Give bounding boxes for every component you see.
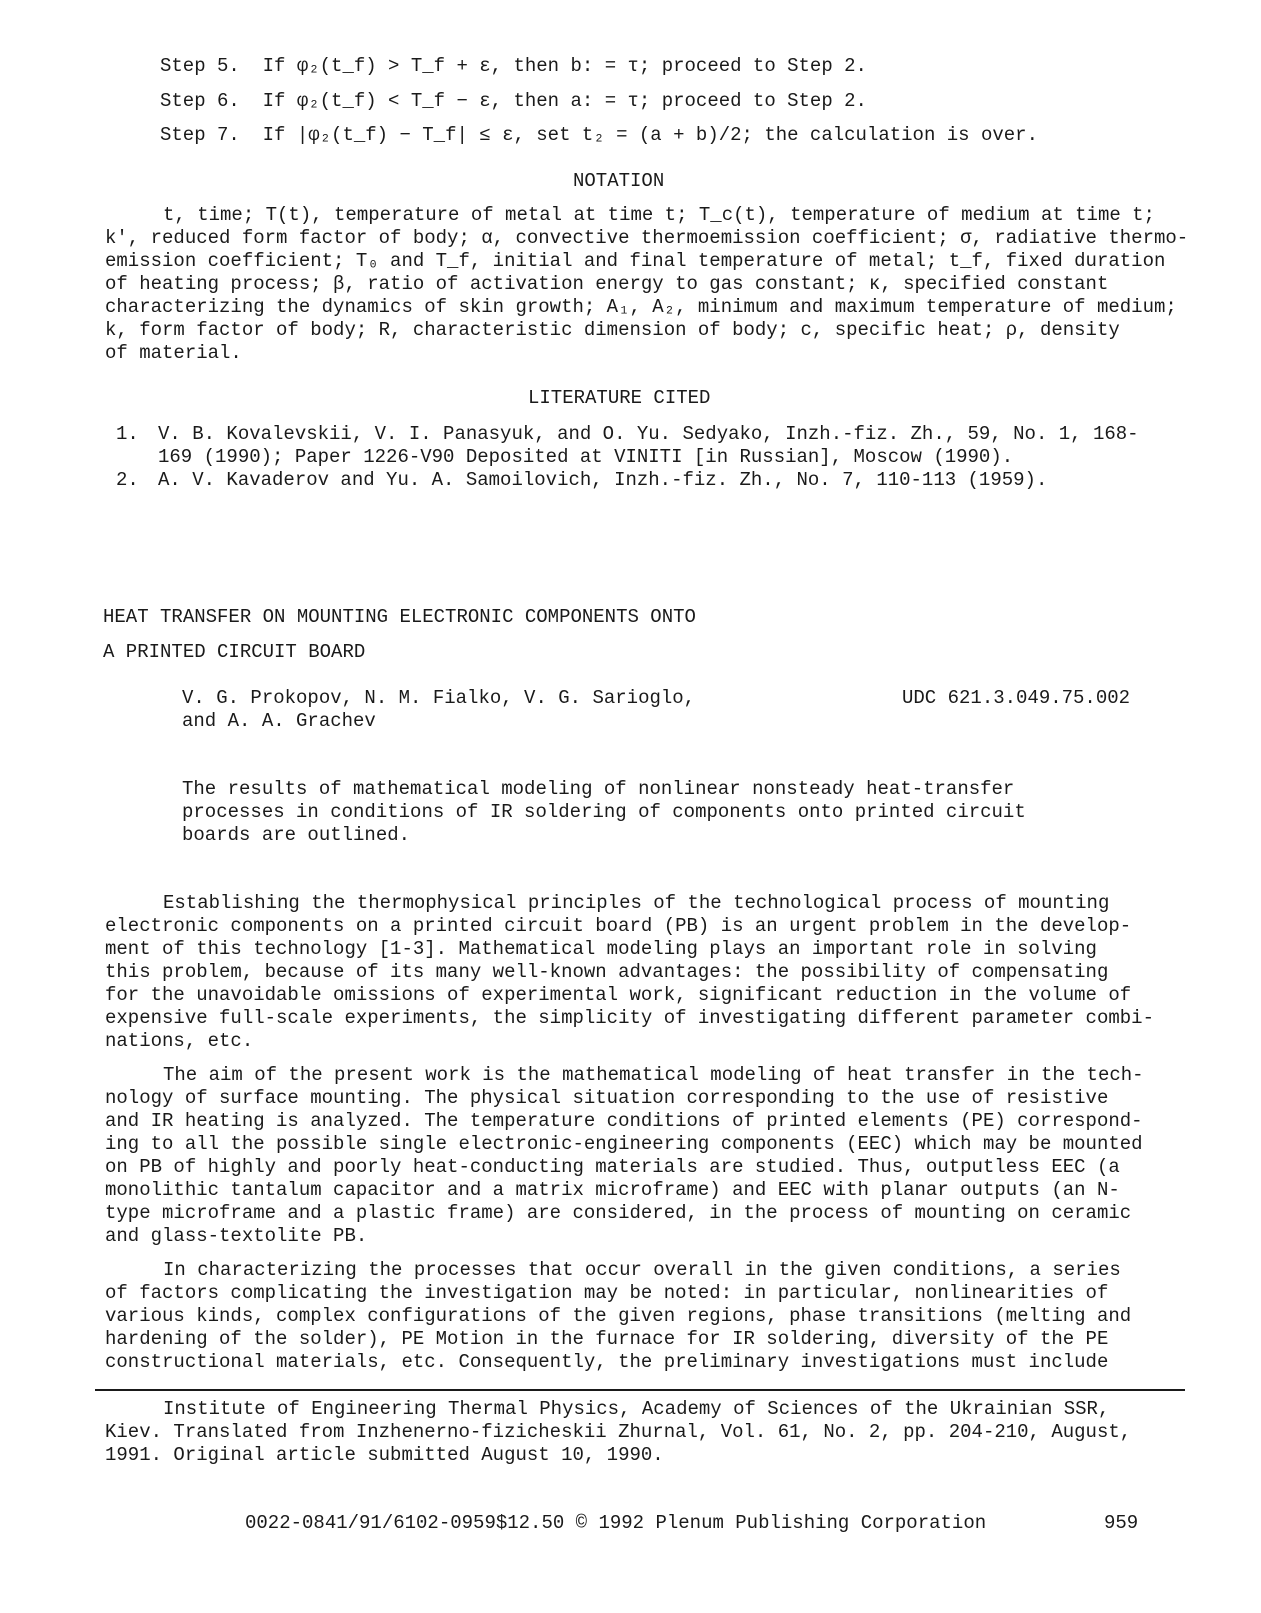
reference-line: A. V. Kavaderov and Yu. A. Samoilovich, Inzh.-fiz. Zh., No. 7, 110-113 (1959). <box>158 469 1048 491</box>
body-line: type microframe and a plastic frame) are considered, in the process of mounting on ceramic <box>105 1202 1132 1224</box>
body-paragraph-1 <box>105 892 1185 1053</box>
step-label: Step 5. <box>160 55 240 77</box>
abstract-line: The results of mathematical modeling of nonlinear nonsteady heat-transfer <box>182 778 1015 800</box>
notation-line: emission coefficient; T₀ and T_f, initial and final temperature of metal; t_f, fixed duration <box>105 250 1166 272</box>
literature-heading: LITERATURE CITED <box>528 387 711 409</box>
body-line: ment of this technology [1-3]. Mathematical modeling plays an important role in solving <box>105 938 1097 960</box>
authors-line-2: and A. A. Grachev <box>182 710 376 732</box>
notation-line: t, time; T(t), temperature of metal at time t; T_c(t), temperature of medium at time t; <box>163 204 1155 226</box>
body-line: hardening of the solder), PE Motion in the furnace for IR soldering, diversity of the PE <box>105 1328 1109 1350</box>
footnote-line: 1991. Original article submitted August 10, 1990. <box>105 1444 664 1466</box>
notation-paragraph <box>105 204 1189 365</box>
reference-number: 2. <box>116 469 139 491</box>
body-line: for the unavoidable omissions of experimental work, significant reduction in the volume of <box>105 984 1132 1006</box>
body-paragraph-3 <box>105 1259 1185 1374</box>
step-label: Step 6. <box>160 90 240 112</box>
footnote-line: Institute of Engineering Thermal Physics, Academy of Sciences of the Ukrainian SSR, <box>163 1398 1110 1420</box>
notation-line: k', reduced form factor of body; α, convective thermoemission coefficient; σ, radiative thermo- <box>105 227 1189 249</box>
step-5 <box>160 55 867 78</box>
step-text: If φ₂(t_f) < T_f − ε, then a: = τ; proceed to Step 2. <box>262 90 867 112</box>
page-number: 959 <box>1104 1512 1139 1534</box>
step-label: Step 7. <box>160 124 240 146</box>
body-line: Establishing the thermophysical principles of the technological process of mounting <box>163 892 1110 914</box>
body-line: monolithic tantalum capacitor and a matrix microframe) and EEC with planar outputs (an N- <box>105 1179 1120 1201</box>
article-title-line-2: A PRINTED CIRCUIT BOARD <box>103 641 366 663</box>
body-paragraph-2 <box>105 1064 1185 1248</box>
body-line: In characterizing the processes that occur overall in the given conditions, a series <box>163 1259 1121 1281</box>
step-7 <box>160 124 1038 147</box>
authors-line-1: V. G. Prokopov, N. M. Fialko, V. G. Sarioglo, <box>182 687 696 709</box>
notation-line: of heating process; β, ratio of activation energy to gas constant; κ, specified constant <box>105 273 1109 295</box>
article-title-line-1: HEAT TRANSFER ON MOUNTING ELECTRONIC COMPONENTS ONTO <box>103 606 696 628</box>
body-line: this problem, because of its many well-known advantages: the possibility of compensating <box>105 961 1109 983</box>
step-6 <box>160 90 867 113</box>
reference-line: V. B. Kovalevskii, V. I. Panasyuk, and O. Yu. Sedyako, Inzh.-fiz. Zh., 59, No. 1, 168- <box>158 423 1139 445</box>
body-line: nology of surface mounting. The physical situation corresponding to the use of resistive <box>105 1087 1109 1109</box>
abstract <box>182 778 1082 847</box>
reference-number: 1. <box>116 423 139 445</box>
body-line: constructional materials, etc. Consequently, the preliminary investigations must include <box>105 1351 1109 1373</box>
reference-line: 169 (1990); Paper 1226-V90 Deposited at VINITI [in Russian], Moscow (1990). <box>158 446 1014 468</box>
notation-line: characterizing the dynamics of skin growth; A₁, A₂, minimum and maximum temperature of medium; <box>105 296 1177 318</box>
footnote-divider <box>95 1389 1185 1391</box>
body-line: and IR heating is analyzed. The temperature conditions of printed elements (PE) correspond- <box>105 1110 1143 1132</box>
notation-heading: NOTATION <box>573 170 665 192</box>
step-text: If φ₂(t_f) > T_f + ε, then b: = τ; proceed to Step 2. <box>262 55 867 77</box>
body-line: ing to all the possible single electronic-engineering components (EEC) which may be mounted <box>105 1133 1143 1155</box>
notation-line: of material. <box>105 342 242 364</box>
body-line: electronic components on a printed circuit board (PB) is an urgent problem in the develop- <box>105 915 1132 937</box>
reference-1 <box>158 423 1139 469</box>
notation-line: k, form factor of body; R, characteristic dimension of body; c, specific heat; ρ, density <box>105 319 1120 341</box>
body-line: expensive full-scale experiments, the simplicity of investigating different parameter combi- <box>105 1007 1154 1029</box>
body-line: on PB of highly and poorly heat-conducting materials are studied. Thus, outputless EEC (a <box>105 1156 1120 1178</box>
abstract-line: processes in conditions of IR soldering of components onto printed circuit <box>182 801 1026 823</box>
reference-2 <box>158 469 1047 492</box>
udc-code: UDC 621.3.049.75.002 <box>902 687 1131 709</box>
body-line: of factors complicating the investigation may be noted: in particular, nonlinearities of <box>105 1282 1109 1304</box>
body-line: nations, etc. <box>105 1030 254 1052</box>
footnote <box>105 1398 1185 1467</box>
body-line: The aim of the present work is the mathematical modeling of heat transfer in the tech- <box>163 1064 1144 1086</box>
publication-code: 0022-0841/91/6102-0959$12.50 © 1992 Plenum Publishing Corporation <box>245 1512 987 1534</box>
abstract-line: boards are outlined. <box>182 824 411 846</box>
step-text: If |φ₂(t_f) − T_f| ≤ ε, set t₂ = (a + b)/2; the calculation is over. <box>262 124 1038 146</box>
footnote-line: Kiev. Translated from Inzhenerno-fizicheskii Zhurnal, Vol. 61, No. 2, pp. 204-210, August, <box>105 1421 1132 1443</box>
body-line: various kinds, complex configurations of the given regions, phase transitions (melting and <box>105 1305 1132 1327</box>
body-line: and glass-textolite PB. <box>105 1225 368 1247</box>
